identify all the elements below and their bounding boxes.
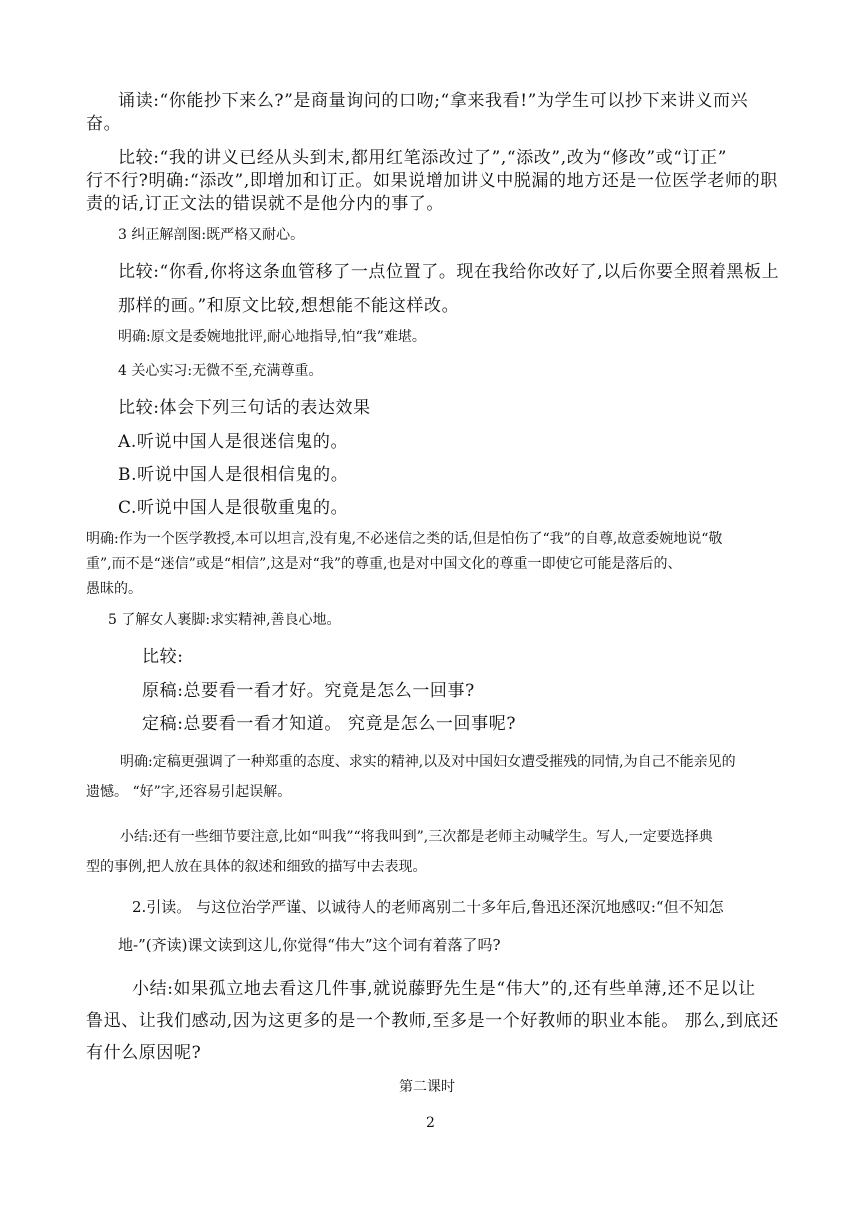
paragraph-line: 诵读:“你能抄下来么?”是商量询问的口吻;“拿来我看!”为学生可以抄下来讲义而兴 [118, 91, 749, 111]
option-line-c: C.听说中国人是很敬重鬼的。 [118, 498, 349, 518]
paragraph-line: 有什么原因呢? [86, 1043, 202, 1063]
paragraph-line: 奋。 [86, 114, 122, 134]
paragraph-line: 小结:还有一些细节要注意,比如“叫我”“将我叫到”,三次都是老师主动喊学生。写人,一定要选择典 [120, 829, 713, 845]
paragraph-line: 行不行?明确:“添改”,即增加和订正。如果说增加讲义中脱漏的地方还是一位医学老师的职 [86, 171, 778, 191]
paragraph-line: 小结:如果孤立地去看这几件事,就说藤野先生是“伟大”的,还有些单薄,还不足以让 [132, 979, 756, 999]
paragraph-line: 遗憾。 “好”字,还容易引起误解。 [86, 784, 292, 800]
page-number: 2 [426, 1115, 435, 1131]
paragraph-line: 那样的画。”和原文比较,想想能不能这样改。 [118, 296, 460, 316]
paragraph-line: 原稿:总要看一看才好。究竟是怎么一回事? [142, 681, 475, 701]
paragraph-line: 地-”(齐读)课文读到这儿,你觉得“伟大”这个词有着落了吗? [118, 936, 501, 954]
paragraph-line: 型的事例,把人放在具体的叙述和细致的描写中去表现。 [86, 859, 427, 875]
paragraph-line: 定稿:总要看一看才知道。 究竟是怎么一回事呢? [142, 714, 517, 734]
section-subheading: 5 了解女人裹脚:求实精神,善良心地。 [108, 612, 341, 628]
paragraph-line: 比较: [142, 647, 184, 667]
paragraph-line: 比较:“你看,你将这条血管移了一点位置了。现在我给你改好了,以后你要全照着黑板上 [118, 262, 780, 282]
paragraph-line: 明确:原文是委婉地批评,耐心地指导,怕“我”难堪。 [118, 329, 426, 345]
option-line-a: A.听说中国人是很迷信鬼的。 [118, 432, 349, 452]
section-subheading: 3 纠正解剖图:既严格又耐心。 [118, 227, 305, 243]
paragraph-line: 愚昧的。 [86, 581, 142, 597]
paragraph-line: 明确:作为一个医学教授,本可以坦言,没有鬼,不必迷信之类的话,但是怕伤了“我”的自尊,故意委婉地说“敬 [86, 531, 723, 547]
section-heading: 第二课时 [399, 1079, 455, 1095]
section-subheading: 4 关心实习:无微不至,充满尊重。 [118, 363, 323, 379]
paragraph-line: 明确:定稿更强调了一种郑重的态度、求实的精神,以及对中国妇女遭受摧残的同情,为自己不能亲见的 [120, 754, 736, 770]
paragraph-line: 2.引读。 与这位治学严谨、以诚待人的老师离别二十多年后,鲁迅还深沉地感叹:“但不知怎 [132, 898, 724, 916]
paragraph-line: 责的话,订正文法的错误就不是他分内的事了。 [86, 194, 445, 214]
paragraph-line: 鲁迅、让我们感动,因为这更多的是一个教师,至多是一个好教师的职业本能。 那么,到底还 [86, 1011, 779, 1031]
paragraph-line: 重”,而不是“迷信”或是“相信”,这是对“我”的尊重,也是对中国文化的尊重一即使它可能是落后的、 [86, 556, 682, 572]
option-line-b: B.听说中国人是很相信鬼的。 [118, 465, 349, 485]
paragraph-line: 比较:体会下列三句话的表达效果 [118, 398, 371, 418]
paragraph-line: 比较:“我的讲义已经从头到末,都用红笔添改过了”,“添改”,改为“修改”或“订正” [118, 148, 728, 168]
